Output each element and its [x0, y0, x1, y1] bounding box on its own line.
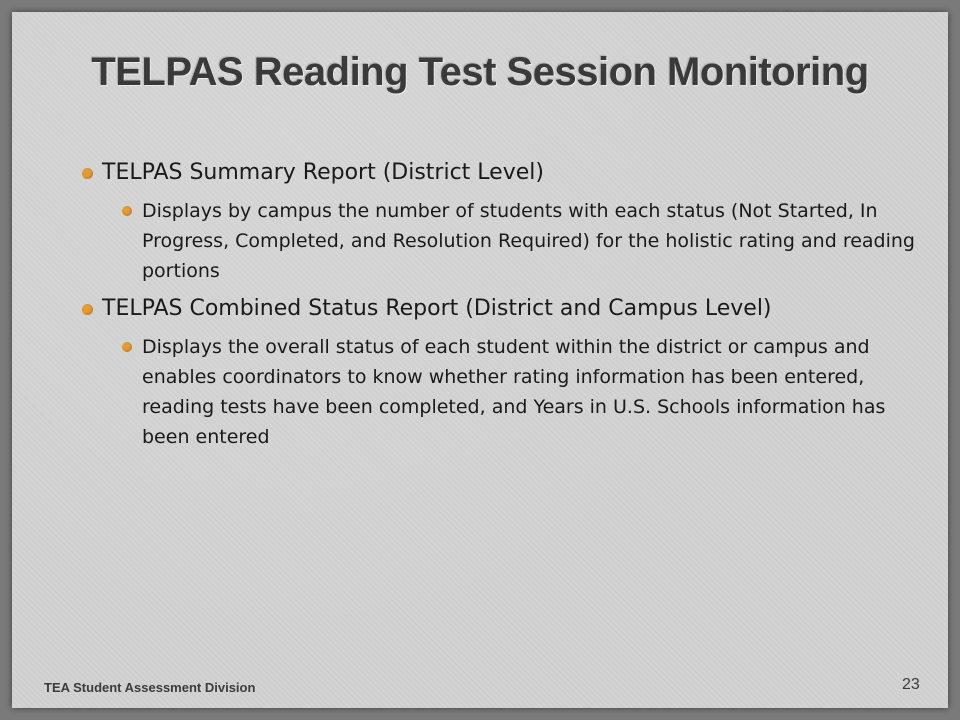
footer-organization: TEA Student Assessment Division: [44, 680, 256, 695]
bullet-dot-icon: [122, 206, 132, 216]
bullet-dot-icon: [82, 168, 93, 179]
sub-bullet-text: Displays the overall status of each student within the district or campus and enables coordinators to know whether rating information has been entered, reading tests have been completed, and Years in U.S. Schools information has been entered: [142, 336, 886, 448]
bullet-text: TELPAS Combined Status Report (District and Campus Level): [102, 296, 772, 321]
sub-bullet-item: [120, 332, 938, 452]
bullet-list: [80, 158, 938, 460]
bullet-dot-icon: [82, 304, 93, 315]
bullet-dot-icon: [122, 342, 132, 352]
slide: [12, 12, 948, 708]
sub-bullet-text: Displays by campus the number of students with each status (Not Started, In Progress, Completed, and Resolution Required) for the holistic rating and reading portions: [142, 200, 915, 282]
slide-title: TELPAS Reading Test Session Monitoring: [91, 50, 869, 94]
bullet-text: TELPAS Summary Report (District Level): [102, 160, 544, 185]
page-number: 23: [902, 676, 920, 693]
bullet-item: [80, 158, 938, 188]
sub-bullet-item: [120, 196, 938, 286]
bullet-item: [80, 294, 938, 324]
